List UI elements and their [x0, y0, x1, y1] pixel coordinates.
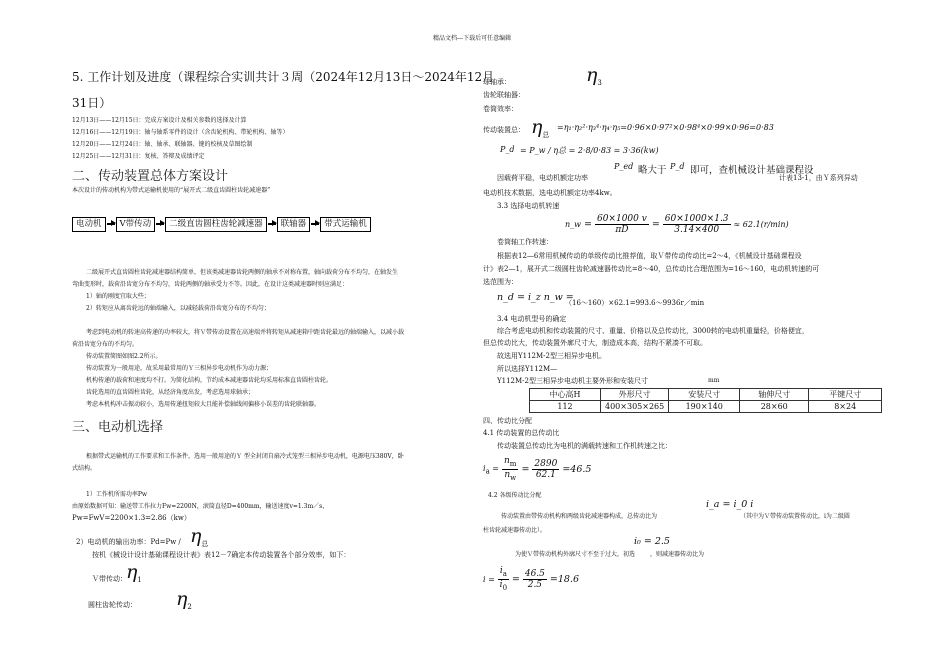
paragraph-line: 二级展开式直齿圆柱齿轮减速器结构简单，但该类减速器齿轮两侧的轴承不对称布置，轴向载荷分布不均匀，在轴发生	[86, 269, 399, 276]
table-header-cell: 平键尺寸	[809, 389, 882, 401]
paragraph-line: 2）转矩应从离齿轮远的轴端输入，以减轻载荷沿齿宽分布的不均匀；	[86, 305, 270, 312]
section-4-2-line-3b: ，则减速器传动比为	[650, 551, 705, 558]
table-row	[530, 401, 882, 413]
section-2-intro: 本次设计的传动机构为带式运输机使用的“展开式二级直齿圆柱齿轮减速器”	[72, 187, 271, 194]
efficiency-reference: 按机《械设计设计基础课程设计表》表12－7确定本传动装置各个部分效率，如下：	[92, 551, 351, 559]
eta2-symbol: $\eta_2$	[176, 588, 192, 612]
paragraph-line: 由原始数据可知：输送带工作拉力Fw=2200N，滚筒直径D=400mm，输送速度v=1.3m／s，	[72, 503, 329, 510]
ia-formula: ia = $\frac{n_m}{n_w}$ = $\frac{2890}{62.1}$ =46.5	[483, 456, 592, 482]
paragraph-line: 1）工作机所需功率Pw	[86, 491, 147, 498]
paragraph-line: 根据带式运输机的工作要求和工作条件，选用一般用途的Ｙ 型全封闭自扇冷式笼型三相异步电动机，电源电压380V，卧	[86, 453, 404, 460]
output-power-label: 2）电动机的输出功率：Pd=Pw /	[76, 538, 181, 546]
flow-arrow	[311, 223, 319, 225]
schedule-item: 12月20日——12月24日：轴、轴承、联轴器、键的校核及草图绘制	[72, 141, 253, 148]
paragraph-line: 故选用Y112M-2型三相异步电机。	[497, 352, 606, 360]
paragraph-line: 所以选择Y112M—	[497, 365, 558, 373]
i0-eq: i₀ = 2.5	[634, 536, 670, 547]
paragraph-line: 1）轴的刚度宜取大些；	[86, 293, 150, 300]
section-5-title-cont: 31日）	[72, 96, 112, 110]
rated-power-line-b: 计表13-1，由Ｙ系列异动	[779, 174, 858, 182]
table-cell: 190×140	[669, 401, 740, 413]
paragraph-line: 传动装置简图如图2.2所示。	[86, 353, 162, 360]
pd-label: P_d	[500, 145, 515, 154]
paragraph-line: 传动装置为一般用途，故采用最常用的Ｙ三相异步电动机作为动力源；	[86, 365, 273, 372]
section-4-2-line-2: 柱齿轮减速器传动比）。	[483, 527, 547, 534]
table-cell: 8×24	[809, 401, 882, 413]
drum-speed-label: 卷筒轴工作转速：	[497, 238, 553, 246]
paragraph-line: 考虑本机构冲击振动较小，选用传递扭矩较大且能补偿轴线间偏移小误差的齿轮联轴器。	[86, 401, 321, 408]
flow-arrow	[156, 223, 164, 225]
table-cell: 400×305×265	[601, 401, 669, 413]
v-belt-label: Ｖ带传动：	[92, 575, 127, 583]
paragraph-line: 弯曲变形时，载荷沿齿宽分布不均匀，齿轮两侧的轴承受力不等。因此，在设计这类减速器时则应满足：	[72, 281, 349, 288]
schedule-item: 12月13日——12月15日：完成方案设计及相关参数的选择及计算	[72, 117, 247, 124]
paragraph-line: 式结构。	[72, 465, 97, 472]
ped-text: 略大于	[638, 165, 667, 176]
section-3-3: 3.3 选择电动机转速	[497, 202, 560, 210]
section-4-title: 四、传动比分配	[483, 417, 532, 425]
i-final-formula: i = $\frac{i_a}{i_0}$ = $\frac{46.5}{2.5}$ =18.6	[483, 566, 580, 592]
eta-symbol: $\eta_总$	[190, 525, 209, 549]
range-lhs: n_d = i_z n_w =	[497, 292, 574, 303]
table-cell: 28×60	[740, 401, 809, 413]
ball-bearing-label: 球轴承：	[483, 78, 511, 86]
table-header-cell: 外形尺寸	[601, 389, 669, 401]
section-4-1-text: 传动装置总传动比为电机的满载转速和工作机转速之比：	[497, 442, 672, 450]
eta3-symbol: $\eta_3$	[586, 64, 602, 88]
ped-text-2: 即可，查机械设计基础课程设	[690, 165, 814, 176]
nw-formula: n_w = $\frac{60\times 1000 v}{\pi D}$ = $\frac{60\times 1000\times 1.3}{3.14\times 400}$ ≈ 62.1(r/min)	[565, 214, 789, 235]
section-4-2: 4.2 各级传动比分配	[488, 492, 542, 499]
ratio-paragraph-line: 根据表12—6常用机械传动的单级传动比推荐值，取Ｖ带传动传动比=2～4，《机械设计基础课程设	[497, 252, 802, 260]
flow-box-v-belt: V带传动	[116, 217, 156, 232]
section-4-2-line: 传动装置由带传动机构和两级齿轮减速器构成，总传动比为	[501, 513, 658, 520]
gear-label: 圆柱齿轮传动：	[88, 601, 137, 609]
rated-power-line-2: 电动机技术数据，选电动机额定功率4kw。	[483, 189, 617, 197]
section-3-4: 3.4 电动机型号的确定	[497, 315, 567, 323]
table-caption: Y112M-2型三相异步电动机主要外形和安装尺寸	[497, 377, 648, 385]
coupling-label: 齿轮联轴器：	[483, 91, 525, 99]
paragraph-line: 荷沿齿宽分布的不均匀。	[72, 341, 139, 348]
schedule-item: 12月25日——12月31日：复核、答辩及成绩评定	[72, 153, 205, 160]
ped-label: P_ed	[614, 162, 634, 171]
table-header-row	[530, 389, 882, 401]
transmission-flow-diagram	[72, 216, 371, 232]
paragraph-line: Pw=FwV=2200×1.3=2.86（kw）	[72, 514, 191, 522]
motor-dimensions-table	[529, 388, 882, 413]
total-efficiency-label: 传动装置总：	[483, 126, 525, 134]
pd-formula: = P_w / η总 = 2·8/0·83 = 3·36(kw)	[520, 146, 659, 155]
schedule-item: 12月16日——12月19日：轴与轴系零件的设计（含齿轮机构、带轮机构、轴等）	[72, 129, 289, 136]
table-header-cell: 轴伸尺寸	[740, 389, 809, 401]
flow-arrow	[268, 223, 276, 225]
section-2-title: 二、传动装置总体方案设计	[72, 169, 229, 184]
ia-eq: i_a = i_0 i	[706, 499, 754, 510]
pd-label-2: P_d	[670, 162, 685, 171]
total-efficiency-eta: $\eta_总$	[531, 116, 550, 140]
ratio-paragraph-line: 选范围为：	[483, 278, 518, 286]
table-header-cell: 安装尺寸	[669, 389, 740, 401]
section-3-title: 三、电动机选择	[72, 420, 164, 435]
flow-arrow	[107, 223, 115, 225]
paragraph-line: 考虑到电动机的转速高传递的功率较大，将Ｖ带传动设置在高速端并将转矩从减速箱中距齿轮最远的轴端输入，以减小载	[86, 329, 405, 336]
drum-label: 卷筒效率：	[483, 105, 518, 113]
section-5-title: 5. 工作计划及进度（课程综合实训共计３周（2024年12月13日～2024年12月	[72, 70, 495, 84]
page-header: 精品文档---下载后可任意编辑	[433, 35, 512, 42]
total-efficiency-formula: =η₁·η₂²·η₃⁴·η₄·η₅=0·96×0·97²×0·98⁴×0·99×0·96=0·83	[557, 123, 774, 132]
paragraph-line: 综合考虑电动机和传动装置的尺寸、重量、价格以及总传动比，3000转的电动机重量轻，价格便宜，	[497, 327, 809, 335]
paragraph-line: 但总传动比大，传动装置外廓尺寸大，制造成本高，结构不紧凑不可取。	[483, 339, 707, 347]
flow-box-reducer: 二级直齿圆柱齿轮减速器	[165, 217, 267, 232]
rated-power-line: 因载荷平稳，电动机额定功率	[497, 174, 588, 182]
range-formula: （16～160）×62.1=993.6～9936r／min	[565, 299, 705, 307]
flow-box-motor: 电动机	[72, 217, 106, 232]
ratio-paragraph-line: 计》表2—1，展开式二级圆柱齿轮减速器传动比=8～40，总传动比合理范围为=16～160，电动机转速的可	[483, 265, 820, 273]
section-4-2-line-b: （其中为Ｖ带传动装置传动比，i为二级圆	[740, 513, 850, 520]
paragraph-line: 机构传递的载荷和速度均不打。为简化结构，节约成本减速器齿轮均采用标准直齿圆柱齿轮。	[86, 377, 333, 384]
paragraph-line: 齿轮选用的直齿圆柱齿轮，从经济角度出发，考虑选用球轴承；	[86, 389, 255, 396]
table-cell: 112	[530, 401, 601, 413]
table-header-cell: 中心高H	[530, 389, 601, 401]
section-4-1: 4.1 传动装置的总传动比	[483, 429, 560, 437]
eta1-symbol: $\eta_1$	[126, 561, 142, 585]
flow-box-conveyor: 带式运输机	[320, 217, 371, 232]
table-unit: mm	[708, 377, 720, 384]
section-4-2-line-3: 为使Ｖ带传动机构外廓尺寸不至于过大，初选	[515, 551, 636, 558]
flow-box-coupling: 联轴器	[277, 217, 311, 232]
